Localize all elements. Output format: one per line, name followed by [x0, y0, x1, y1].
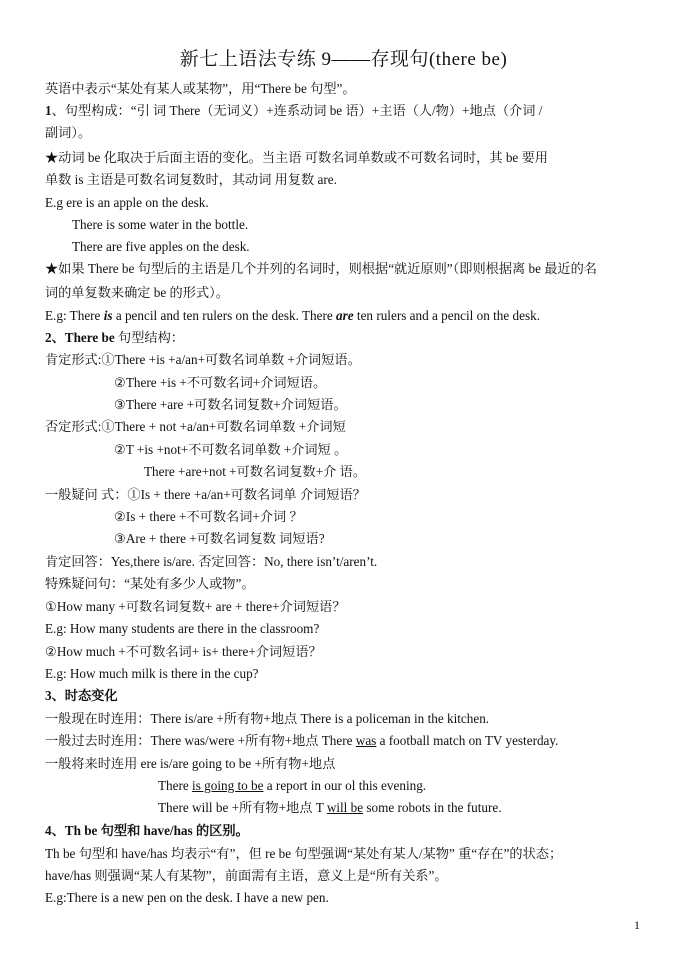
text-line: 否定形式:①There + not +a/an+可数名词单数 +介词短 [45, 419, 346, 434]
heading-run: 2、There be [45, 330, 119, 345]
emphasis-are: are [336, 308, 354, 323]
heading-run: 句型和 have/has 的区别。 [100, 823, 249, 838]
text-line: 英语中表示“某处有某人或某物”，用“There be 句型”。 [45, 81, 356, 96]
text-run: some robots in the future. [363, 800, 502, 815]
text-line: There is some water in the bottle. [72, 217, 249, 232]
page-title: 新七上语法专练 9——存现句(there be) [179, 49, 508, 70]
underlined-run: is going to be [192, 778, 264, 793]
text-line: 一般疑问 式：①Is + there +a/an+可数名词单 介词短语？ [45, 487, 366, 502]
text-line: There are five apples on the desk. [72, 239, 250, 254]
underlined-run: was [355, 733, 377, 748]
text-line: ②T +is +not+不可数名词单数 +介词短 。 [114, 442, 348, 457]
text-run: 一般过去时连用：There was/were +所有物+地点 There [45, 733, 356, 748]
section-heading [45, 329, 184, 347]
text-line: ②How much +不可数名词+ is+ there+介词短语？ [45, 644, 322, 659]
text-run: ten rulers and a pencil on the desk. [353, 308, 541, 323]
emphasis-is: is [103, 308, 113, 323]
text-line: 单数 is 主语是可数名词复数时，其动词 用复数 are. [45, 172, 337, 187]
text-line [45, 102, 542, 120]
section-number: 1 [45, 103, 52, 118]
text-line: have/has 则强调“某人有某物”，前面需有主语，意义上是“所有关系”。 [45, 868, 448, 883]
example-line [45, 307, 540, 325]
text-line-body: 、句型构成：“引 词 There（无词义）+连系动词 be 语）+主语（人/物）+地点（介词 / [51, 103, 543, 118]
page-number: 1 [634, 918, 640, 932]
text-line: ②Is + there +不可数名词+介词 ？ [114, 509, 303, 524]
text-run: There [158, 778, 193, 793]
text-line: E.g:There is a new pen on the desk. I have a new pen. [45, 890, 329, 905]
heading-run: 句型结构： [118, 330, 184, 345]
text-line: 词的单复数来确定 be 的形式）。 [45, 285, 229, 300]
text-line: 特殊疑问句：“某处有多少人或物”。 [45, 576, 255, 591]
example-line [158, 799, 502, 817]
section-heading [45, 822, 249, 840]
text-line: 一般现在时连用：There is/are +所有物+地点 There is a policeman in the kitchen. [45, 711, 490, 726]
text-line: ★如果 There be 句型后的主语是几个并列的名词时，则根据“就近原则”（即则根据离 be 最近的名 [45, 261, 597, 276]
text-run: a football match on TV yesterday. [376, 733, 559, 748]
section-heading: 3、时态变化 [45, 688, 118, 703]
text-line: 副词）。 [45, 125, 92, 140]
example-line [158, 777, 426, 795]
text-run: There will be +所有物+地点 T [158, 800, 327, 815]
text-run: E.g: There [45, 308, 104, 323]
text-line: There +are+not +可数名词复数+介 语。 [144, 464, 367, 479]
text-line: ①How many +可数名词复数+ are + there+介词短语？ [45, 599, 346, 614]
text-line: 一般将来时连用 ere is/are going to be +所有物+地点 [45, 756, 336, 771]
text-line: E.g: How much milk is there in the cup? [45, 666, 259, 681]
text-line: ③Are + there +可数名词复数 词短语? [114, 531, 325, 546]
text-run: a report in our ol this evening. [263, 778, 427, 793]
text-line: ②There +is +不可数名词+介词短语。 [114, 375, 327, 390]
underlined-run: will be [326, 800, 364, 815]
text-line: E.g ere is an apple on the desk. [45, 195, 209, 210]
text-line: ★动词 be 化取决于后面主语的变化。当主语 可数名词单数或不可数名词时，其 be 要用 [45, 150, 548, 165]
text-line: Th be 句型和 have/has 均表示“有”，但 re be 句型强调“某处有某人/某物” 重“存在”的状态； [45, 846, 563, 861]
text-run: a pencil and ten rulers on the desk. There [112, 308, 337, 323]
heading-run: 4、Th be [45, 823, 101, 838]
text-line: 肯定形式:①There +is +a/an+可数名词单数 +介词短语。 [45, 352, 361, 367]
text-line: 肯定回答：Yes,there is/are. 否定回答：No, there isn’t/aren’t. [45, 554, 378, 569]
text-line: ③There +are +可数名词复数+介词短语。 [114, 397, 347, 412]
example-line [45, 732, 558, 750]
text-line: E.g: How many students are there in the classroom? [45, 621, 320, 636]
